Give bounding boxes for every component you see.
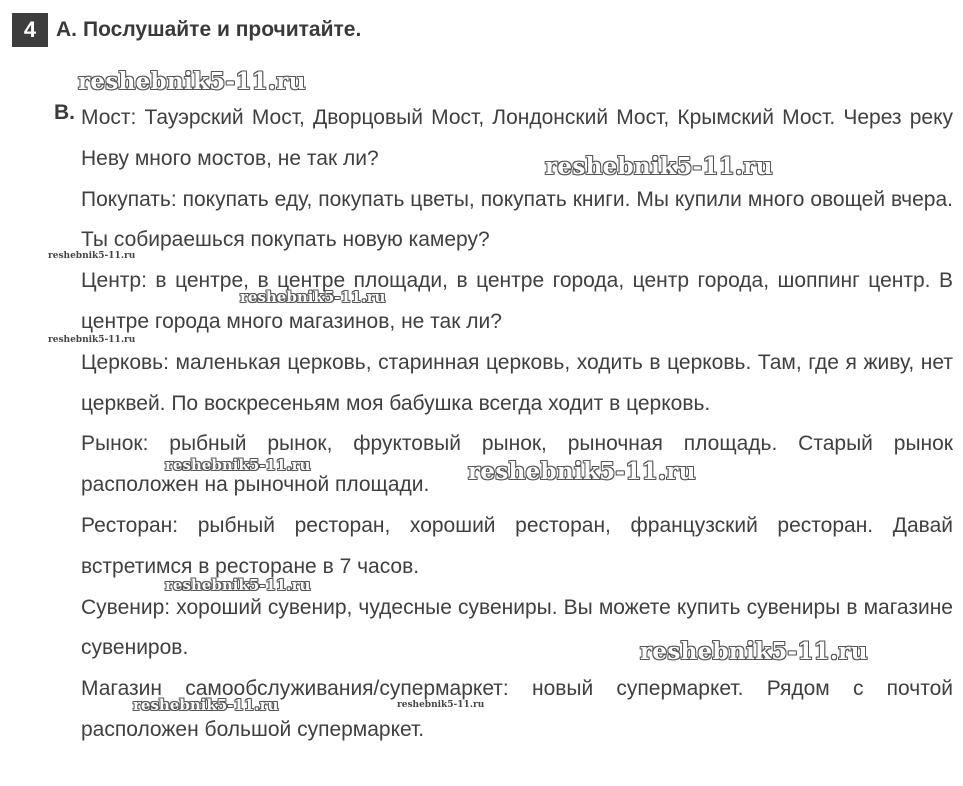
watermark: reshebnik5-11.ru <box>165 456 311 474</box>
part-a-heading <box>56 15 361 45</box>
task-number-badge: 4 <box>12 13 48 47</box>
entry-souvenir: Сувенир: хороший сувенир, чудесные сувениры. Вы можете купить сувениры в магазине сувениров. <box>81 595 953 660</box>
watermark: reshebnik5-11.ru <box>240 288 386 306</box>
watermark: reshebnik5-11.ru <box>468 458 696 485</box>
part-b-letter: B. <box>54 101 75 124</box>
vocabulary-list <box>81 98 953 751</box>
watermark: reshebnik5-11.ru <box>397 700 485 710</box>
watermark: reshebnik5-11.ru <box>165 576 311 594</box>
entry-bridge: Мост: Тауэрский Мост, Дворцовый Мост, Лондонский Мост, Крымский Мост. Через реку Неву много мостов, не так ли? <box>81 106 953 170</box>
entry-buy: Покупать: покупать еду, покупать цветы, покупать книги. Мы купили много овощей вчера. Ты собираешься покупать новую камеру? <box>81 187 953 252</box>
part-a-letter: A. <box>56 18 77 41</box>
watermark: reshebnik5-11.ru <box>640 638 868 665</box>
watermark: reshebnik5-11.ru <box>545 153 773 180</box>
entry-supermarket: Магазин самообслуживания/супермаркет: новый супермаркет. Рядом с почтой расположен большой супермаркет. <box>81 677 953 741</box>
watermark: reshebnik5-11.ru <box>78 68 306 95</box>
watermark: reshebnik5-11.ru <box>48 335 136 345</box>
entry-centre: Центр: в центре, в центре площади, в центре города, центр города, шоппинг центр. В центре города много магазинов, не так ли? <box>81 269 953 333</box>
watermark: reshebnik5-11.ru <box>133 696 279 714</box>
watermark: reshebnik5-11.ru <box>48 251 136 261</box>
entry-church: Церковь: маленькая церковь, старинная церковь, ходить в церковь. Там, где я живу, нет церквей. По воскресеньям моя бабушка всегда ходит в церковь. <box>81 350 953 415</box>
entry-restaurant: Ресторан: рыбный ресторан, хороший ресторан, французский ресторан. Давай встретимся в ресторане в 7 часов. <box>81 513 953 578</box>
entry-market: Рынок: рыбный рынок, фруктовый рынок, рыночная площадь. Старый рынок расположен на рыночной площади. <box>81 432 953 497</box>
part-a-instruction: Послушайте и прочитайте. <box>83 18 362 41</box>
